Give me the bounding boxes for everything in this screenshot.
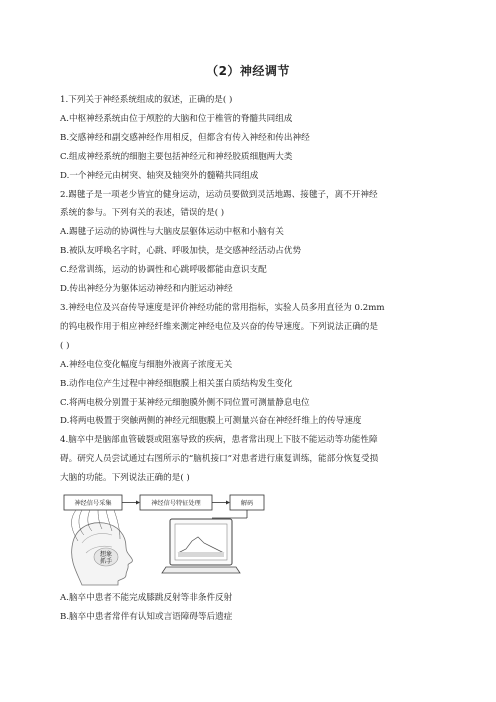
q3-option-a: A.神经电位变化幅度与细胞外液离子浓度无关	[60, 359, 233, 370]
bci-diagram	[62, 491, 322, 586]
q1-stem: 1.下列关于神经系统组成的叙述，正确的是( )	[60, 95, 233, 105]
imagine-label: 想象	[99, 551, 113, 559]
q4-stem-line-2: 碍。研究人员尝试通过右图所示的“脑机接口”对患者进行康复训练，能部分恢复受损	[60, 454, 379, 465]
q2-option-a: A.踢毽子运动的协调性与大脑皮层躯体运动中枢和小脑有关	[60, 227, 284, 238]
grasp-label: 抓手	[99, 558, 113, 566]
q2-option-d: D.传出神经分为躯体运动神经和内脏运动神经	[60, 284, 233, 295]
q3-stem-line-3: ( )	[60, 340, 70, 351]
q1-option-d: D.一个神经元由树突、轴突及轴突外的髓鞘共同组成	[60, 170, 259, 181]
feature-processing-label: 神经信号特征处理	[151, 500, 201, 508]
q3-stem-line-1: 3.神经电位及兴奋传导速度是评价神经功能的常用指标，实验人员多用直径为 0.2mm	[60, 302, 385, 313]
q2-option-c: C.经常训练，运动的协调性和心跳呼吸都能由意识支配	[60, 265, 267, 276]
arrow-2-head	[226, 501, 230, 505]
q2-option-b: B.被队友呼唤名字时，心跳、呼吸加快，是交感神经活动占优势	[60, 246, 302, 257]
page-title: （2）神经调节	[206, 64, 290, 78]
q1-option-a: A.中枢神经系统由位于颅腔的大脑和位于椎管的脊髓共同组成	[60, 113, 293, 124]
q4-stem-line-3: 大脑的功能。下列说法正确的是( )	[60, 473, 190, 484]
brain-computer-interface-figure	[62, 491, 438, 586]
q3-option-c: C.将两电极分别置于某神经元细胞膜外侧不同位置可测量静息电位	[60, 397, 310, 408]
q2-stem-line-1: 2.踢毽子是一项老少皆宜的健身运动，运动员要做到灵活地踢、接毽子，离不开神经	[60, 189, 378, 200]
q4-option-a: A.脑卒中患者不能完成膝跳反射等非条件反射	[60, 593, 233, 604]
decoding-label: 解码	[240, 500, 254, 508]
q3-stem-line-2: 的钨电极作用于相应神经纤维来测定神经电位及兴奋的传导速度。下列说法正确的是	[60, 321, 378, 332]
q4-stem-line-1: 4.脑卒中是脑部血管破裂或阻塞导致的疾病，患者常出现上下肢不能运动等功能性障	[60, 435, 378, 446]
q3-option-b: B.动作电位产生过程中神经细胞膜上相关蛋白质结构发生变化	[60, 378, 293, 389]
q1-option-b: B.交感神经和副交感神经作用相反，但都含有传入神经和传出神经	[60, 132, 310, 143]
question-list	[60, 91, 438, 627]
waveform-fill	[178, 552, 224, 557]
q4-option-b: B.脑卒中患者常伴有认知或言语障碍等后遗症	[60, 611, 233, 622]
signal-acquisition-label: 神经信号采集	[74, 500, 112, 508]
q3-option-d: D.将两电极置于突触两侧的神经元细胞膜上可测量兴奋在神经纤维上的传导速度	[60, 416, 362, 427]
q2-stem-line-2: 系统的参与。下列有关的表述，错误的是( )	[60, 208, 225, 219]
laptop-icon	[162, 519, 240, 573]
q1-option-c: C.组成神经系统的细胞主要包括神经元和神经胶质细胞两大类	[60, 151, 293, 162]
arrow-1-head	[136, 501, 140, 505]
